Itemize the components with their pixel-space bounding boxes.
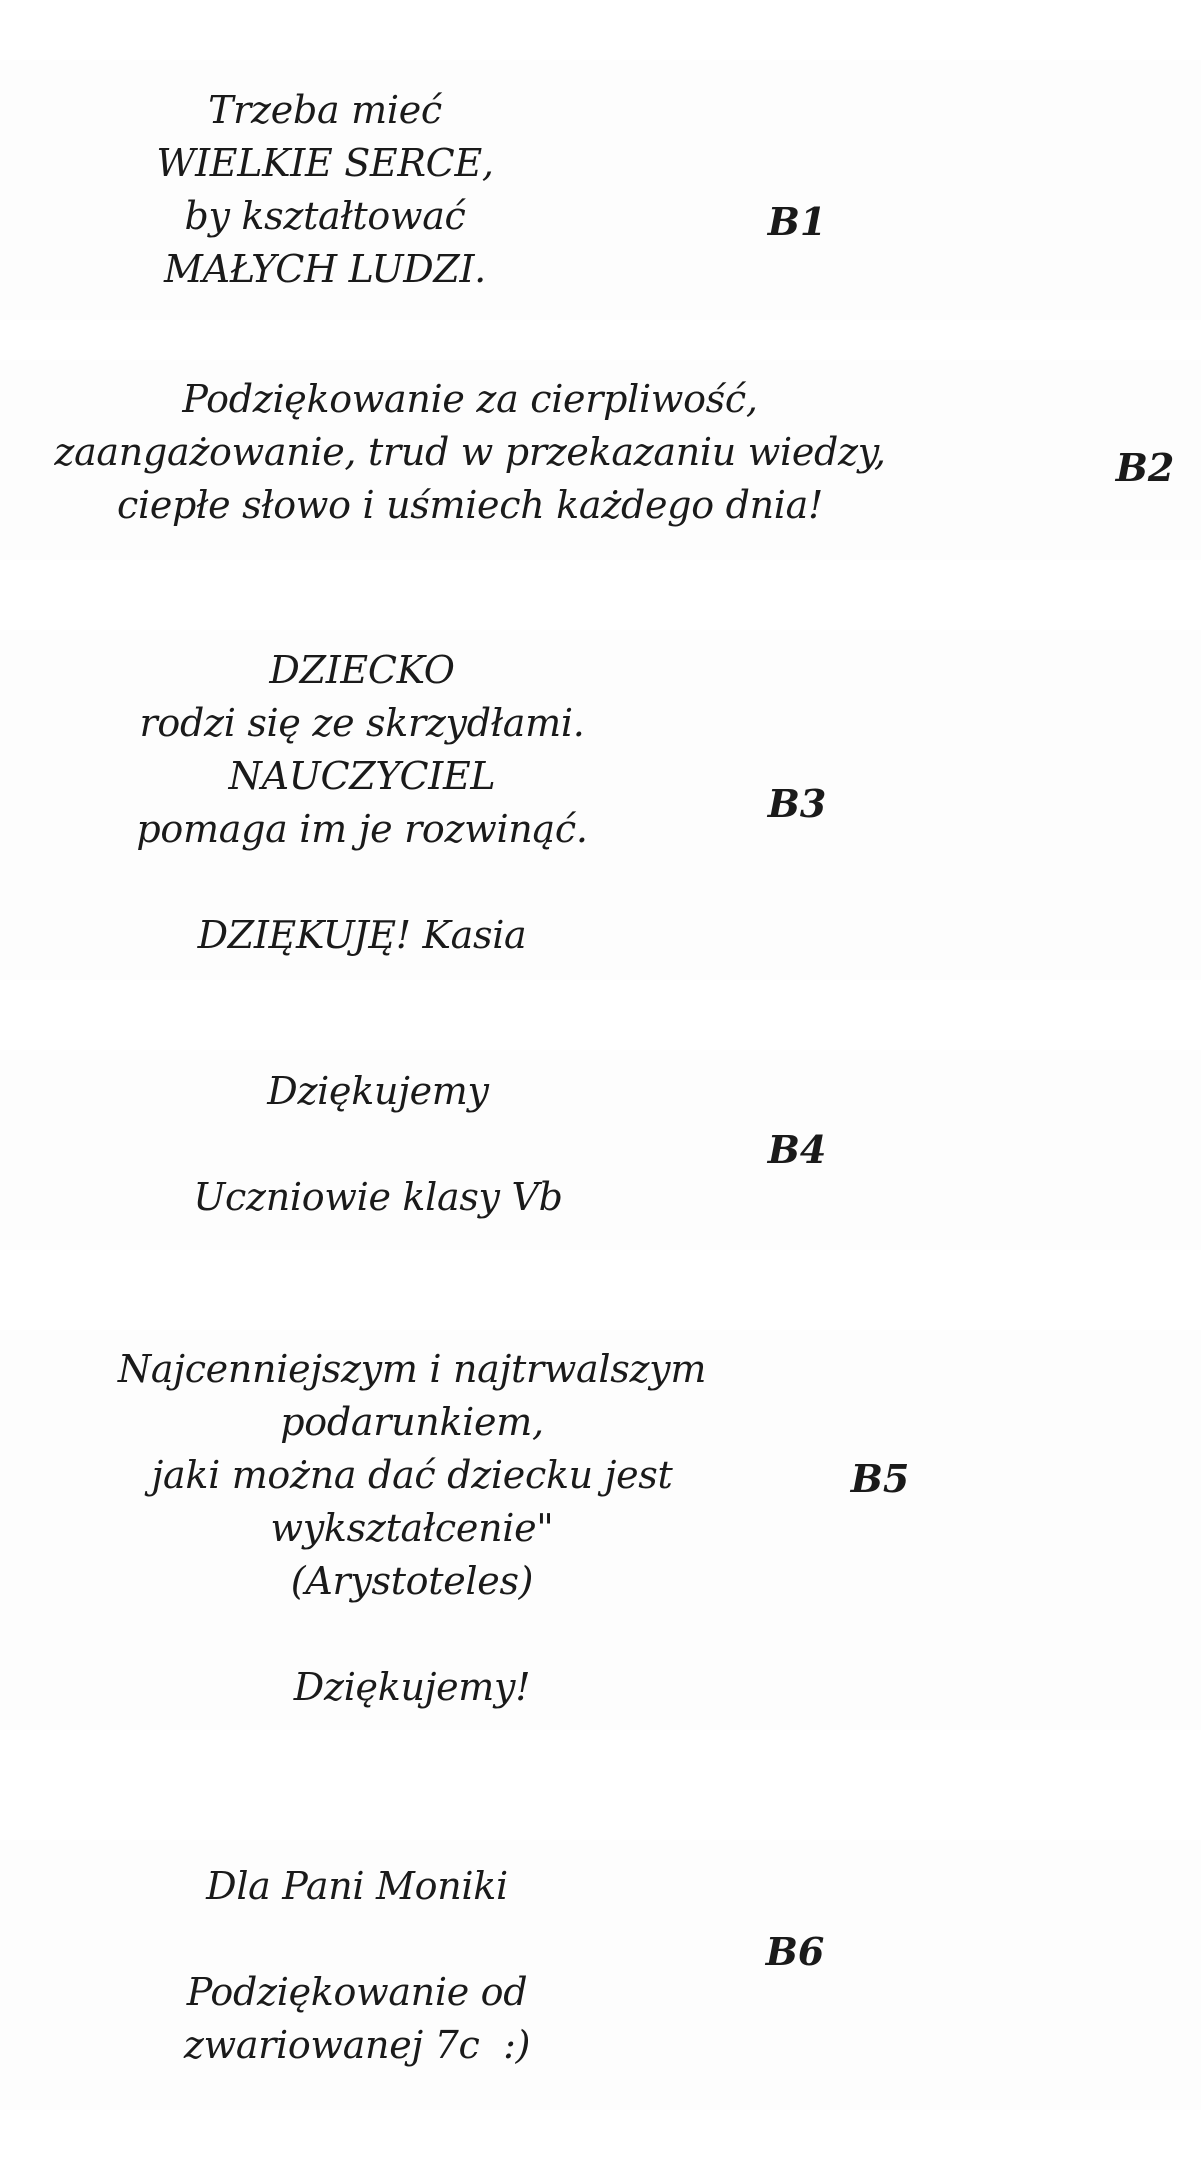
- design-text-b1: Trzeba mieć WIELKIE SERCE, by kształtować MAŁYCH LUDZI.: [156, 88, 494, 291]
- design-code-b4: B4: [767, 1127, 827, 1172]
- design-card-b4: [0, 1050, 1201, 1250]
- design-code-b2: B2: [1115, 445, 1175, 490]
- design-code-b5: B5: [850, 1456, 910, 1501]
- design-code-b1: B1: [767, 199, 827, 244]
- design-text-b5: Najcenniejszym i najtrwalszym podarunkiem, jaki można dać dziecku jest wykształcenie" (Arystoteles) Dziękujemy!: [117, 1347, 707, 1709]
- design-code-b6: B6: [765, 1929, 825, 1974]
- design-text-b4: Dziękujemy Uczniowie klasy Vb: [193, 1069, 563, 1219]
- design-text-b3: DZIECKO rodzi się ze skrzydłami. NAUCZYCIEL pomaga im je rozwinąć. DZIĘKUJĘ! Kasia: [136, 648, 588, 957]
- design-code-b3: B3: [767, 781, 827, 826]
- design-card-b6: [0, 1840, 1201, 2110]
- design-text-b2: Podziękowanie za cierpliwość, zaangażowanie, trud w przekazaniu wiedzy, ciepłe słowo i uśmiech każdego dnia!: [54, 377, 886, 527]
- design-text-b6: Dla Pani Moniki Podziękowanie od zwariowanej 7c :): [183, 1864, 531, 2067]
